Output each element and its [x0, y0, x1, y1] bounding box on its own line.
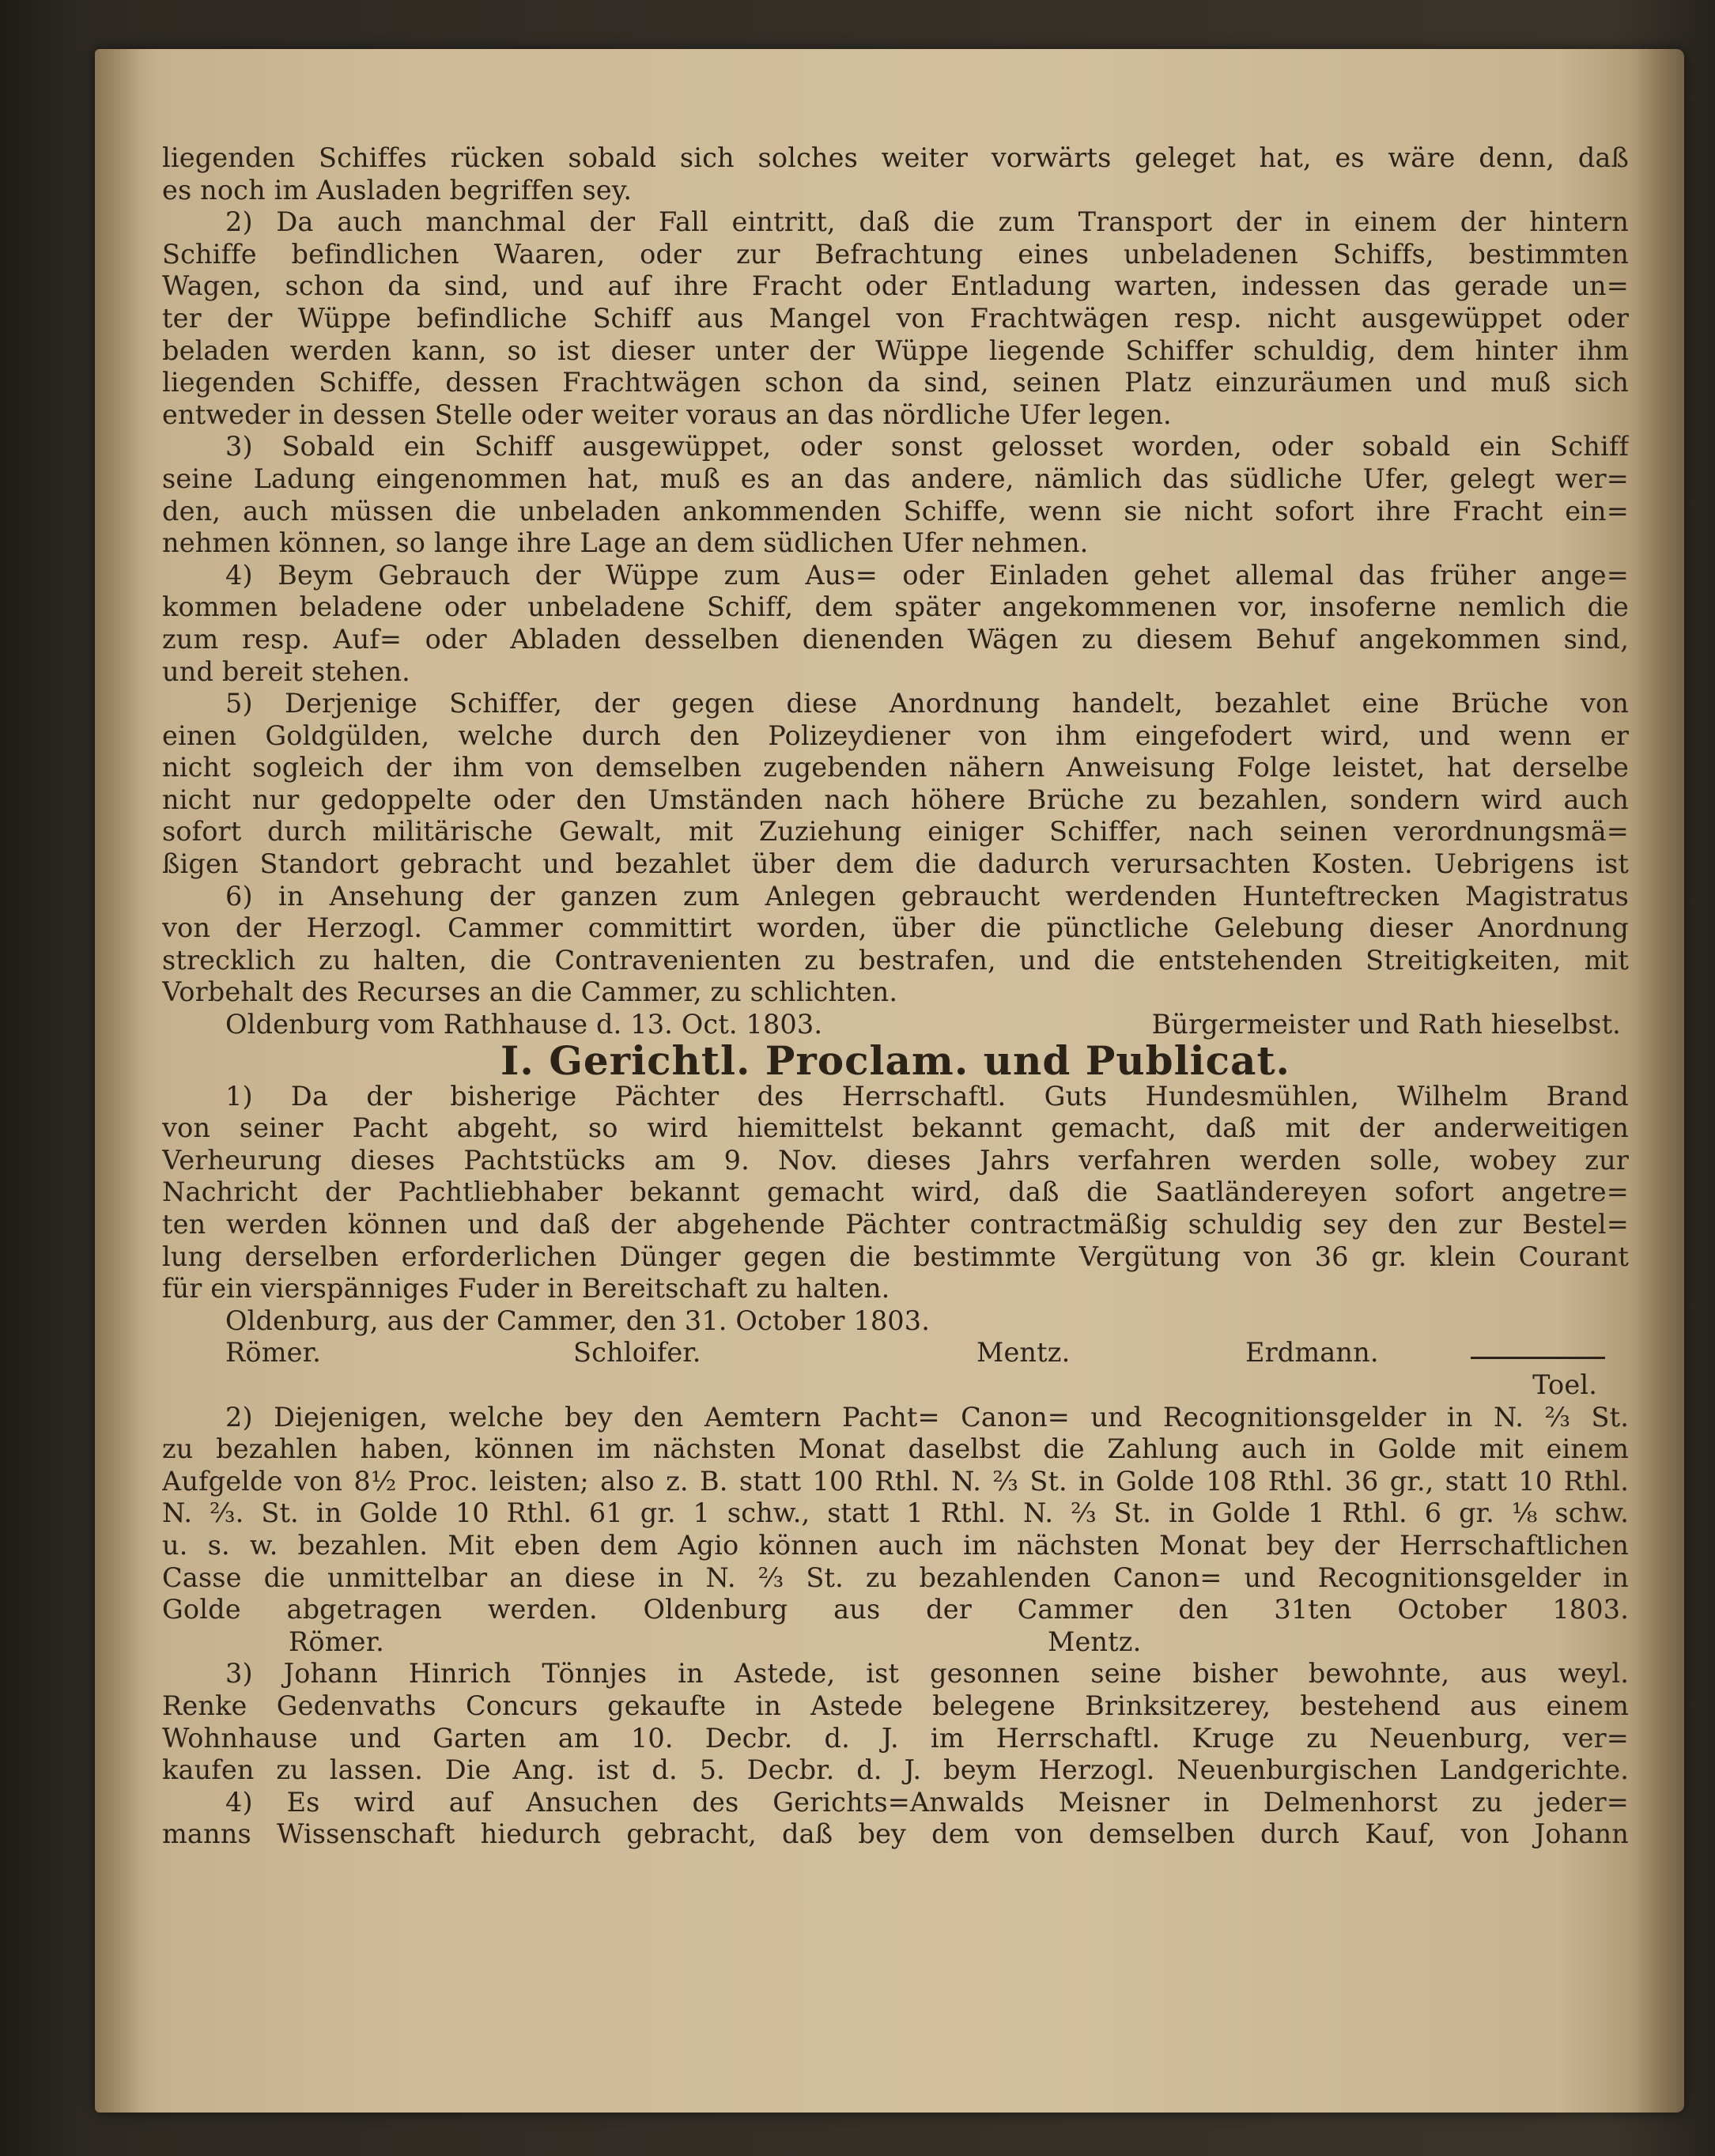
text-line: 2) Da auch manchmal der Fall eintritt, daß die zum Transport der in einem der hintern — [225, 206, 1629, 238]
text-line: 6) in Ansehung der ganzen zum Anlegen gebraucht werdenden Hunteftrecken Magistratus — [225, 880, 1629, 912]
text-line: für ein vierspänniges Fuder in Bereitschaft zu halten. — [162, 1273, 890, 1305]
rathhaus-signatory: Bürgermeister und Rath hieselbst. — [1151, 1009, 1621, 1040]
text-line: Schiffe befindlichen Waaren, oder zur Befrachtung eines unbeladenen Schiffs, bestimmten — [162, 238, 1629, 270]
signature-rule — [1471, 1357, 1605, 1359]
text-line: Wohnhause und Garten am 10. Decbr. d. J. im Herrschaftl. Kruge zu Neuenburg, ver= — [162, 1722, 1629, 1754]
text-line: Nachricht der Pachtliebhaber bekannt gemacht wird, daß die Saatländereyen sofort angetre= — [162, 1176, 1629, 1208]
rathhaus-date: Oldenburg vom Rathhause d. 13. Oct. 1803. — [225, 1009, 823, 1040]
text-line: Wagen, schon da sind, und auf ihre Fracht oder Entladung warten, indessen das gerade un= — [162, 270, 1629, 302]
text-line: es noch im Ausladen begriffen sey. — [162, 174, 633, 206]
text-line: strecklich zu halten, die Contravenienten zu bestrafen, und die entstehenden Streitigkeiten, mit — [162, 944, 1629, 976]
text-line: Verheurung dieses Pachtstücks am 9. Nov. dieses Jahrs verfahren werden solle, wobey zur — [162, 1144, 1629, 1176]
text-line: nicht sogleich der ihm von demselben zugebenden nähern Anweisung Folge leistet, hat derselbe — [162, 752, 1629, 783]
signature-erdmann: Erdmann. — [1245, 1337, 1379, 1369]
signature-toel: Toel. — [1532, 1369, 1597, 1400]
text-line: Vorbehalt des Recurses an die Cammer, zu schlichten. — [162, 976, 898, 1008]
text-line: 5) Derjenige Schiffer, der gegen diese Anordnung handelt, bezahlet eine Brüche von — [225, 688, 1629, 719]
text-line: ten werden können und daß der abgehende Pächter contractmäßig schuldig sey den zur Bestel= — [162, 1209, 1629, 1240]
paragraph-continuation — [162, 142, 1629, 206]
signature-mentz: Mentz. — [976, 1337, 1071, 1369]
signature-mentz-2: Mentz. — [1048, 1625, 1142, 1657]
text-line: ßigen Standort gebracht und bezahlet über dem die dadurch verursachten Kosten. Uebrigens ist — [162, 848, 1629, 880]
text-line: 4) Es wird auf Ansuchen des Gerichts=Anwalds Meisner in Delmenhorst zu jeder= — [225, 1786, 1629, 1818]
payment-paragraph — [162, 1402, 1629, 1626]
text-line: 4) Beym Gebrauch der Wüppe zum Aus= oder Einladen gehet allemal das früher ange= — [225, 559, 1629, 591]
signature-roemer-2: Römer. — [289, 1625, 384, 1657]
text-line: seine Ladung eingenommen hat, muß es an das andere, nämlich das südliche Ufer, gelegt wer= — [162, 463, 1629, 494]
section-heading: I. Gerichtl. Proclam. und Publicat. — [501, 1036, 1290, 1084]
text-line: von der Herzogl. Cammer committirt worden, über die pünctliche Gelebung dieser Anordnung — [162, 912, 1629, 944]
text-line: ter der Wüppe befindliche Schiff aus Mangel von Frachtwägen resp. nicht ausgewüppet oder — [162, 302, 1629, 334]
text-line: manns Wissenschaft hiedurch gebracht, daß bey dem von demselben durch Kauf, von Johann — [162, 1818, 1629, 1850]
text-line: lung derselben erforderlichen Dünger gegen die bestimmte Vergütung von 36 gr. klein Courant — [162, 1240, 1629, 1272]
text-line: Aufgelde von 8½ Proc. leisten; also z. B. statt 100 Rthl. N. ⅔ St. in Golde 108 Rthl. 36 gr., statt 10 Rthl. — [162, 1465, 1629, 1497]
signature-schloifer: Schloifer. — [573, 1337, 701, 1369]
text-line: zum resp. Auf= oder Abladen desselben dienenden Wägen zu diesem Behuf angekommen sind, — [162, 623, 1629, 655]
page-left-shadow — [95, 49, 142, 2113]
text-line: entweder in dessen Stelle oder weiter voraus an das nördliche Ufer legen. — [162, 398, 1172, 430]
text-line: Renke Gedenvaths Concurs gekaufte in Astede belegene Brinksitzerey, bestehend aus einem — [162, 1690, 1629, 1721]
text-line: nicht nur gedoppelte oder den Umständen nach höhere Brüche zu bezahlen, sondern wird auch — [162, 783, 1629, 815]
signature-row-2 — [162, 1626, 1629, 1659]
text-line: 1) Da der bisherige Pächter des Herrschaftl. Guts Hundesmühlen, Wilhelm Brand — [225, 1080, 1629, 1112]
text-line: beladen werden kann, so ist dieser unter der Wüppe liegende Schiffer schuldig, dem hinter ihm — [162, 334, 1629, 366]
text-line: Casse die unmittelbar an diese in N. ⅔ St. zu bezahlenden Canon= und Recognitionsgelder in — [162, 1561, 1629, 1593]
text-line: und bereit stehen. — [162, 655, 410, 687]
sale-paragraphs — [162, 1658, 1629, 1851]
text-line: nehmen können, so lange ihre Lage an dem südlichen Ufer nehmen. — [162, 527, 1089, 559]
text-line: Golde abgetragen werden. Oldenburg aus der Cammer den 31ten October 1803. — [162, 1594, 1629, 1625]
text-line: 3) Sobald ein Schiff ausgewüppet, oder sonst gelosset worden, oder sobald ein Schiff — [225, 431, 1629, 463]
ordinance-paragraphs — [162, 206, 1629, 1009]
text-line: 2) Diejenigen, welche bey den Aemtern Pacht= Canon= und Recognitionsgelder in N. ⅔ St. — [225, 1401, 1629, 1433]
text-line: liegenden Schiffe, dessen Frachtwägen schon da sind, seinen Platz einzuräumen und muß sich — [162, 367, 1629, 398]
text-line: liegenden Schiffes rücken sobald sich solches weiter vorwärts geleget hat, es wäre denn, daß — [162, 142, 1629, 173]
text-line: N. ⅔. St. in Golde 10 Rthl. 61 gr. 1 schw., statt 1 Rthl. N. ⅔ St. in Golde 1 Rthl. 6 gr. ⅛ schw. — [162, 1497, 1629, 1529]
rathhaus-signature-line — [162, 1009, 1629, 1041]
text-line: kaufen zu lassen. Die Ang. ist d. 5. Decbr. d. J. beym Herzogl. Neuenburgischen Landgerichte. — [162, 1754, 1629, 1786]
text-line: zu bezahlen haben, können im nächsten Monat daselbst die Zahlung auch in Golde mit einem — [162, 1433, 1629, 1465]
text-line: den, auch müssen die unbeladen ankommenden Schiffe, wenn sie nicht sofort ihre Fracht ein= — [162, 495, 1629, 527]
text-line: sofort durch militärische Gewalt, mit Zuziehung einiger Schiffer, nach seinen verordnungsmä= — [162, 816, 1629, 848]
text-line: u. s. w. bezahlen. Mit eben dem Agio können auch im nächsten Monat bey der Herrschaftlichen — [162, 1529, 1629, 1561]
text-line: 3) Johann Hinrich Tönnjes in Astede, ist gesonnen seine bisher bewohnte, aus weyl. — [225, 1658, 1629, 1690]
signature-row-1 — [162, 1337, 1629, 1369]
cammer-date-line: Oldenburg, aus der Cammer, den 31. October 1803. — [225, 1305, 931, 1336]
proclamation-paragraph — [162, 1081, 1629, 1305]
page-gutter-shadow — [1629, 49, 1684, 2113]
signature-roemer: Römer. — [225, 1337, 321, 1369]
text-line: einen Goldgülden, welche durch den Polizeydiener von ihm eingefodert wird, und wenn er — [162, 719, 1629, 751]
text-line: von seiner Pacht abgeht, so wird hiemittelst bekannt gemacht, daß mit der anderweitigen — [162, 1112, 1629, 1144]
text-line: kommen beladene oder unbeladene Schiff, dem später angekommenen vor, insoferne nemlich die — [162, 591, 1629, 623]
document-body — [162, 142, 1629, 1851]
